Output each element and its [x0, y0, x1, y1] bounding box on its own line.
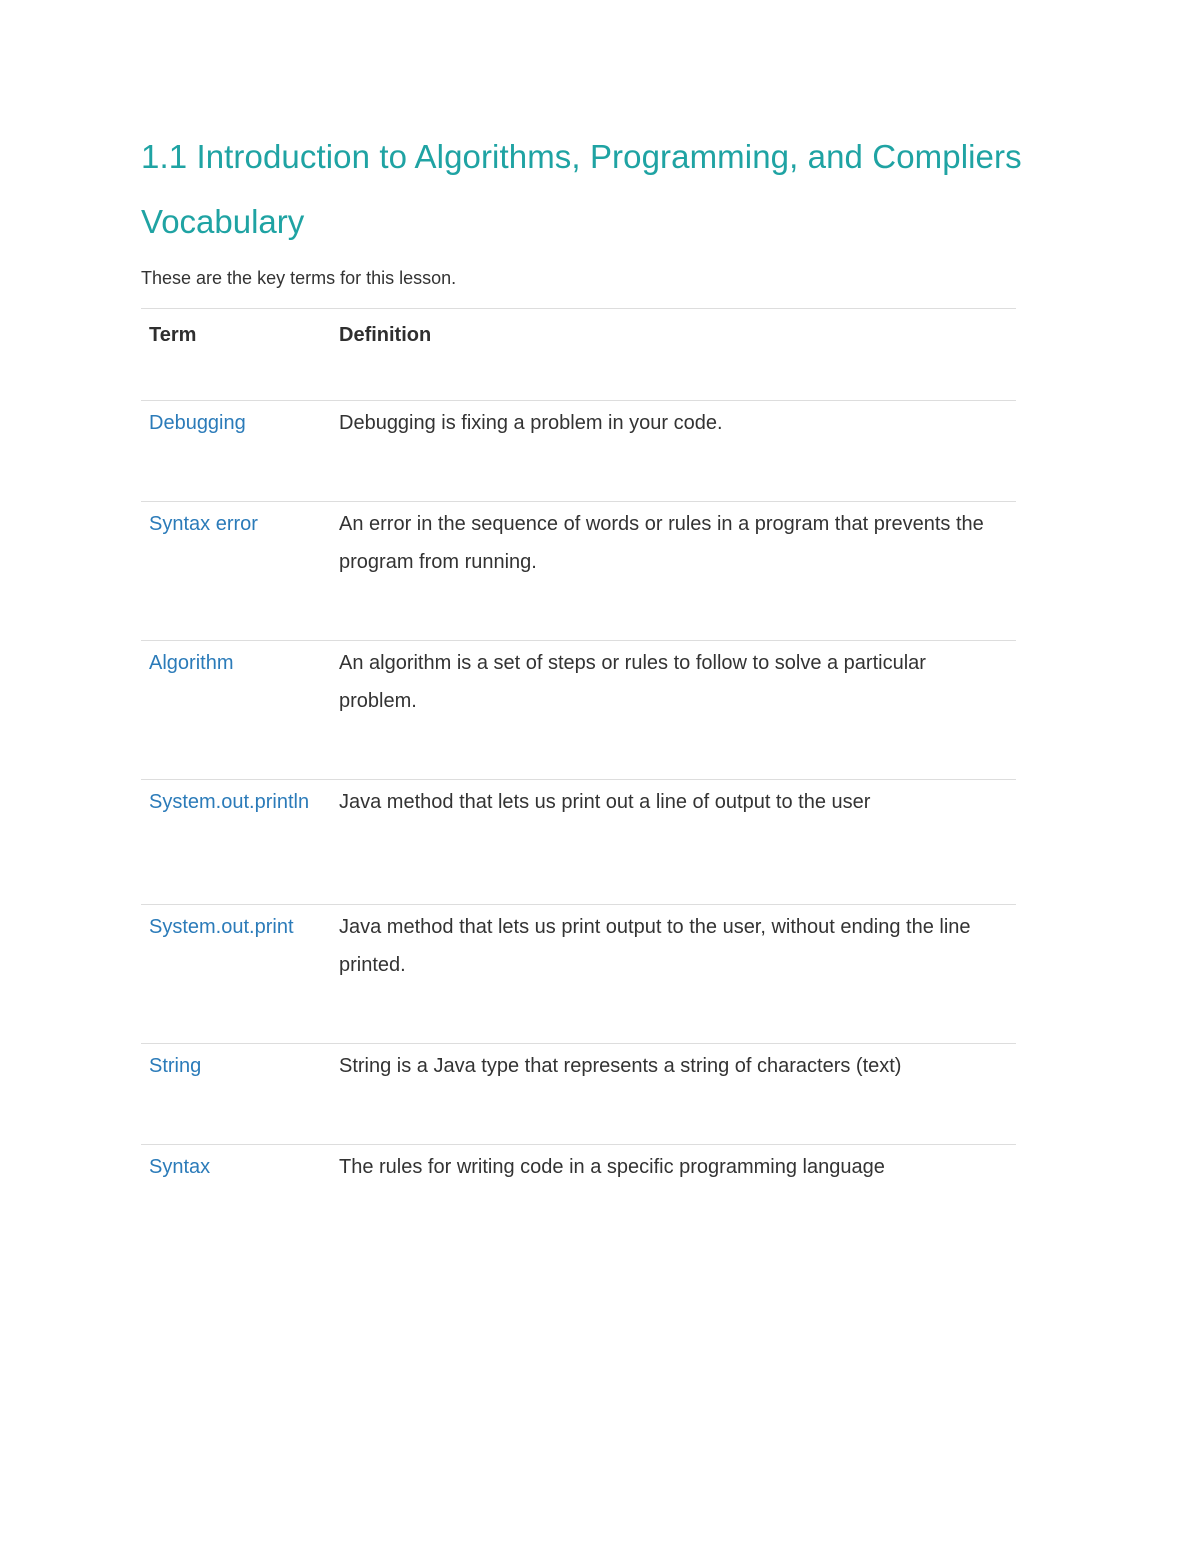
column-header-term: Term — [141, 309, 331, 401]
intro-text: These are the key terms for this lesson. — [141, 268, 457, 288]
table-row — [141, 905, 1016, 1044]
table-row — [141, 780, 1016, 905]
table-row — [141, 502, 1016, 641]
definition-cell: An error in the sequence of words or rules in a program that prevents the program from running. — [331, 502, 1016, 641]
page-title: 1.1 Introduction to Algorithms, Programming, and Compliers — [141, 138, 1022, 175]
table-row — [141, 401, 1016, 502]
term-link[interactable]: Algorithm — [141, 641, 331, 780]
column-header-definition: Definition — [331, 309, 1016, 401]
vocabulary-table — [141, 308, 1016, 1245]
term-link[interactable]: String — [141, 1044, 331, 1145]
term-link[interactable]: Syntax error — [141, 502, 331, 641]
table-header-row — [141, 309, 1016, 401]
term-link[interactable]: System.out.print — [141, 905, 331, 1044]
table-row — [141, 1044, 1016, 1145]
definition-cell: String is a Java type that represents a string of characters (text) — [331, 1044, 1016, 1145]
section-heading: Vocabulary — [141, 203, 305, 240]
table-row — [141, 1145, 1016, 1246]
definition-cell: Java method that lets us print output to the user, without ending the line printed. — [331, 905, 1016, 1044]
definition-cell: An algorithm is a set of steps or rules to follow to solve a particular problem. — [331, 641, 1016, 780]
term-link[interactable]: Syntax — [149, 1156, 211, 1178]
term-link[interactable]: System.out.println — [141, 780, 331, 905]
definition-cell: The rules for writing code in a specific programming language — [339, 1156, 885, 1178]
definition-cell: Java method that lets us print out a line of output to the user — [331, 780, 1016, 905]
table-row — [141, 641, 1016, 780]
term-link[interactable]: Debugging — [141, 401, 331, 502]
definition-cell: Debugging is fixing a problem in your code. — [331, 401, 1016, 502]
